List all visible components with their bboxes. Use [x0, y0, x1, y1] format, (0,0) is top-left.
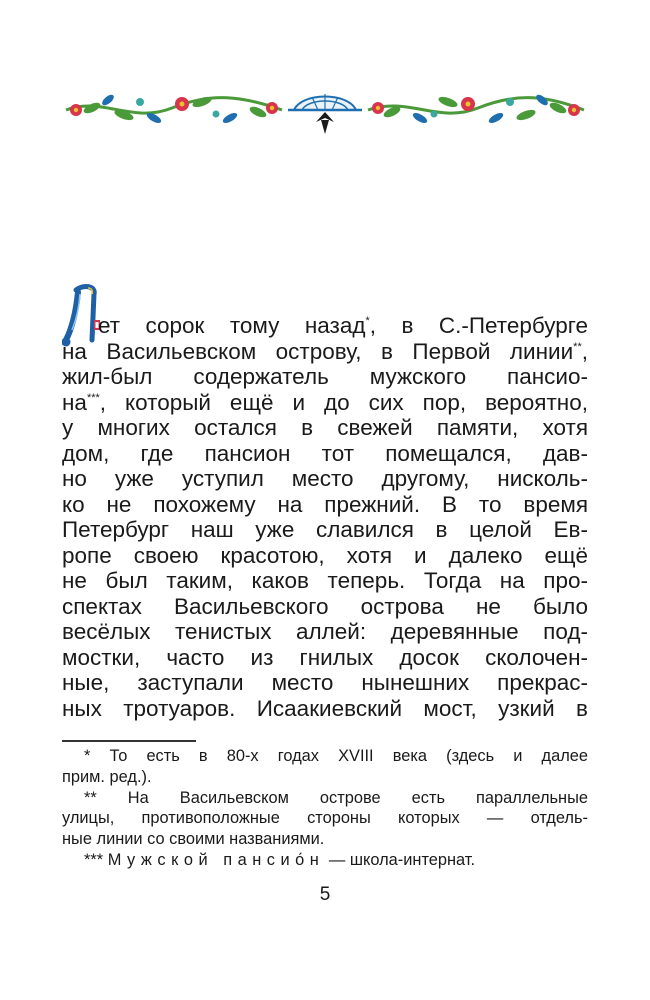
- footnote-line: * То есть в 80-х годах XVIII века (здесь и далее: [84, 747, 588, 765]
- text-line: ных тротуаров. Исаакиевский мост, узкий в: [62, 695, 588, 721]
- text-line: на***, который ещё и до сих пор, вероятно,: [62, 389, 588, 415]
- text-line: ропе своею красотою, хотя и далеко ещё: [62, 542, 588, 568]
- text-line: Петербург наш уже славился в целой Ев-: [62, 517, 588, 542]
- text-line: весёлых тенистых аллей: деревянные под-: [62, 619, 588, 644]
- text-line: ко не похожему на прежний. В то время: [62, 491, 588, 517]
- floral-vine-ornament-icon: [62, 88, 588, 140]
- text-line: ные, заступали место нынешних прекрас-: [62, 670, 588, 695]
- body-text: [62, 313, 588, 721]
- footnotes: [62, 746, 588, 871]
- text-line: на Васильевском острову, в Первой линии**,: [62, 338, 588, 364]
- footnote-line: улицы, противоположные стороны которых — отдель-: [62, 809, 588, 828]
- footnote-line: ные линии со своими названиями.: [62, 830, 325, 849]
- text-line: не был таким, каков теперь. Тогда на про-: [62, 568, 588, 593]
- text-line: но уже уступил место другому, нисколь-: [62, 466, 588, 491]
- text-line: у многих остался в свежей памяти, хотя: [62, 415, 588, 440]
- footnote-divider: [62, 740, 196, 742]
- footnote-line: ** На Васильевском острове есть параллельные: [84, 788, 588, 807]
- footnote-definition: — школа-интернат.: [328, 850, 476, 869]
- text-line: дом, где пансион тот помещался, дав-: [62, 440, 588, 466]
- footnote-line: [62, 850, 588, 871]
- footnote-term: Мужской пансио́н: [107, 850, 325, 869]
- page-number: 5: [319, 884, 331, 905]
- footnote-marker: ***: [84, 850, 104, 869]
- text-line: ет сорок тому назад*, в С.-Петербурге: [98, 313, 588, 338]
- text-line: спектах Васильевского острова не было: [62, 593, 588, 619]
- footnote-line: прим. ред.).: [62, 767, 152, 786]
- text-line: жил-был содержатель мужского пансио-: [62, 364, 588, 389]
- text-line: мостки, часто из гнилых досок сколочен-: [62, 644, 588, 670]
